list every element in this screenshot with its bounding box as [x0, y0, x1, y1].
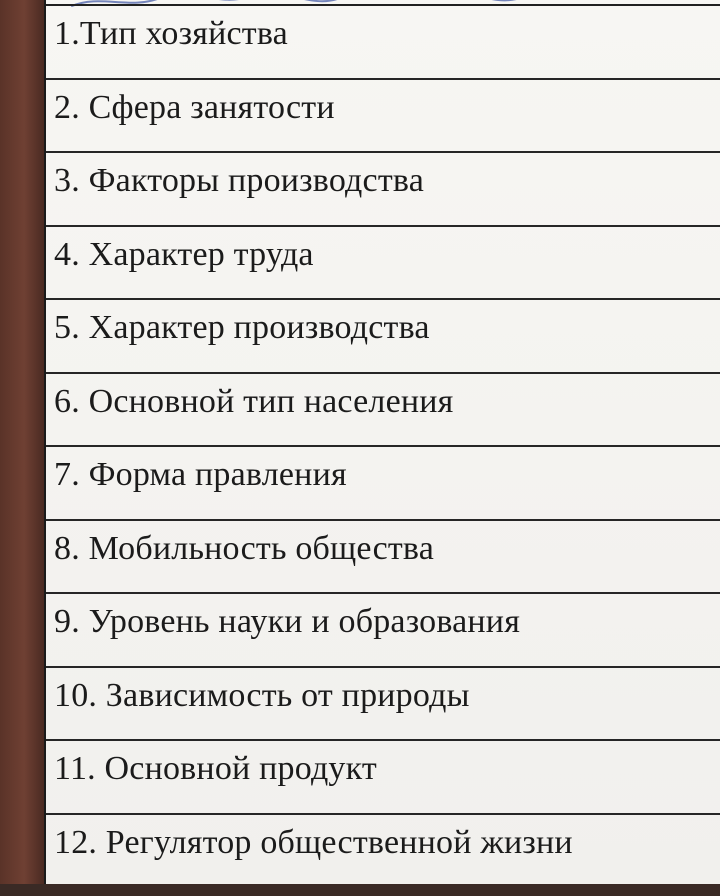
table-bottom-edge: [0, 884, 720, 896]
row-label: 12. Регулятор общественной жизни: [54, 823, 573, 861]
row-label: 9. Уровень науки и образования: [54, 603, 521, 640]
list-item: [46, 741, 720, 815]
list-item: [46, 594, 720, 668]
row-label: 6. Основной тип населения: [54, 382, 454, 420]
table-frame-edge: [0, 0, 44, 896]
row-label: 11. Основной продукт: [54, 750, 377, 787]
list-item: [46, 153, 720, 227]
list-item: [46, 6, 720, 80]
list-item: [46, 521, 720, 595]
row-label: 4. Характер труда: [54, 235, 314, 273]
row-label: 3. Факторы производства: [54, 162, 424, 199]
list-item: [46, 668, 720, 742]
row-label: 10. Зависимость от природы: [54, 676, 470, 714]
list-item: [46, 374, 720, 448]
row-label: 5. Характер производства: [54, 309, 430, 346]
row-label: 8. Мобильность общества: [54, 529, 435, 567]
criteria-list: [46, 6, 720, 888]
row-label: 7. Форма правления: [54, 456, 347, 493]
row-label: 2. Сфера занятости: [54, 88, 335, 126]
list-item: [46, 447, 720, 521]
list-item: [46, 80, 720, 154]
list-item: [46, 300, 720, 374]
list-item: [46, 227, 720, 301]
list-item: [46, 815, 720, 889]
row-label: 1.Тип хозяйства: [54, 15, 288, 52]
